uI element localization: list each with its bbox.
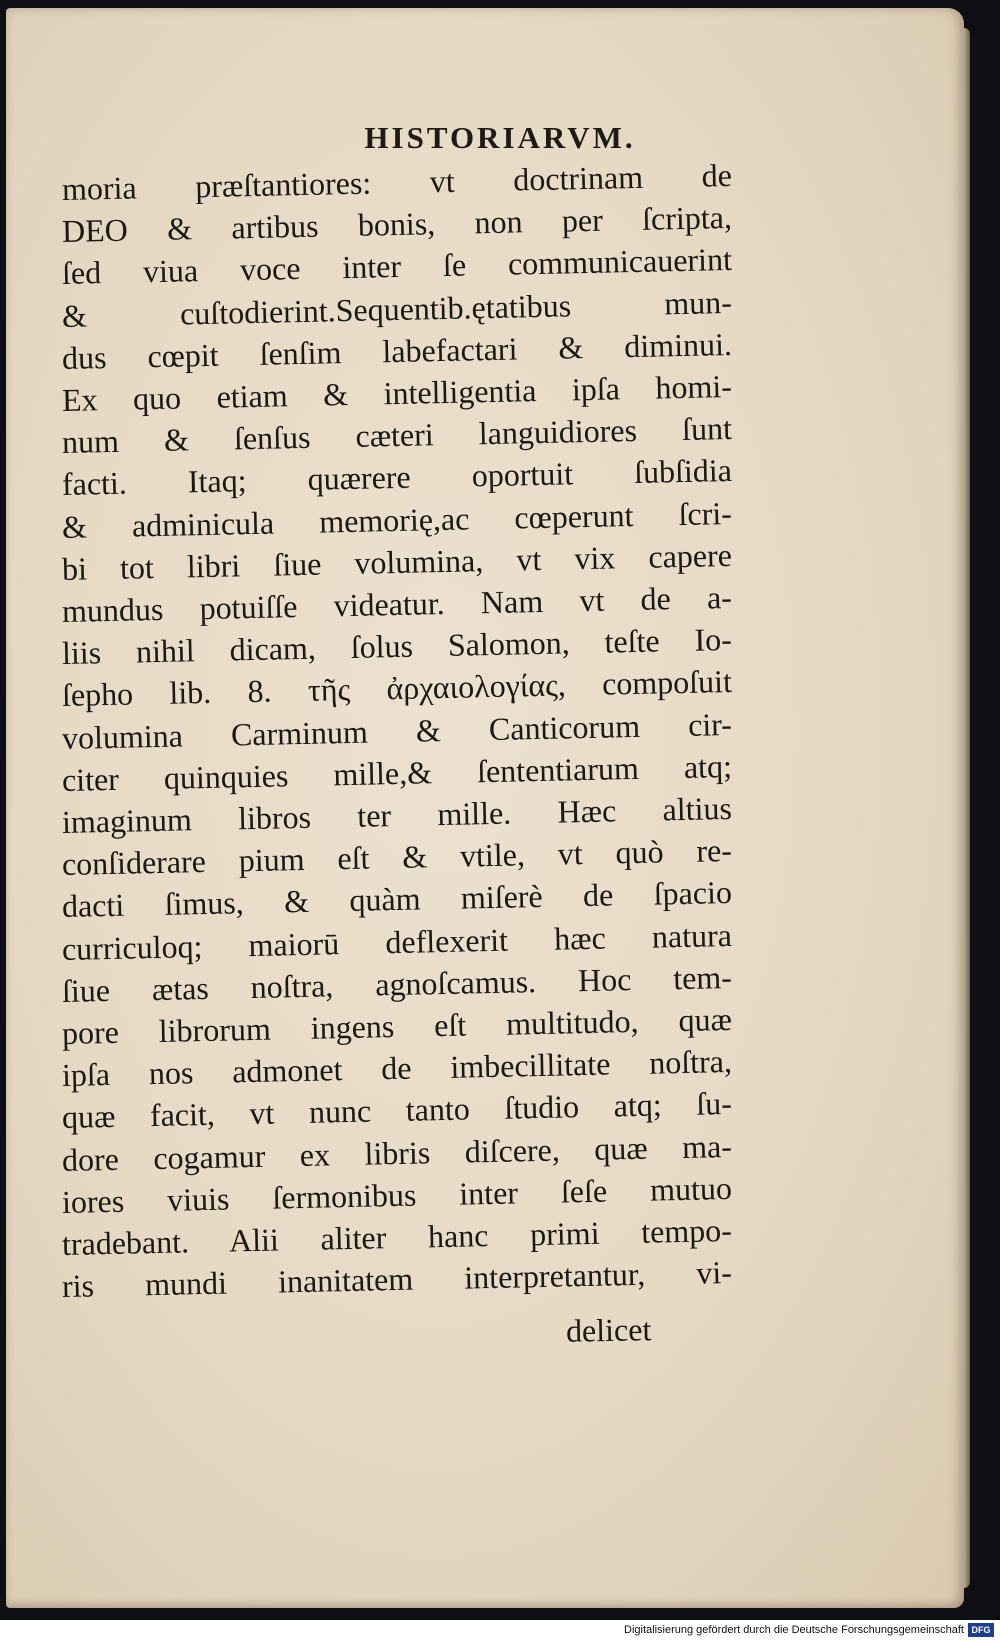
dfg-logo: DFG	[968, 1623, 994, 1637]
text-line: moria præſtantiores: vt doctrinam de	[61, 156, 733, 207]
text-line: ſiue ætas noſtra, agnoſcamus. Hoc tem-	[61, 958, 733, 1009]
text-line: conſiderare pium eſt & vtile, vt quò re-	[61, 832, 733, 883]
footer-credit: Digitalisierung gefördert durch die Deutsche Forschungsgemeinschaft	[624, 1624, 964, 1636]
text-line: & cuſtodierint.Sequentib.ętatibus mun-	[61, 283, 733, 334]
text-line: tradebant. Alii aliter hanc primi tempo-	[61, 1212, 733, 1263]
text-line: ipſa nos admonet de imbecillitate noſtra,	[61, 1043, 733, 1094]
text-line: dus cœpit ſenſim labefactari & diminui.	[61, 325, 733, 376]
text-line: ſepho lib. 8. τῆς ἀρχαιολογίας, compoſuit	[61, 663, 733, 714]
text-line: facti. Itaq; quærere oportuit ſubſidia	[61, 452, 733, 503]
text-line: num & ſenſus cæteri languidiores ſunt	[61, 410, 733, 461]
text-line: iores viuis ſermonibus inter ſeſe mutuo	[61, 1169, 733, 1220]
text-line: ſed viua voce inter ſe communicauerint	[61, 241, 733, 292]
text-line: mundus potuiſſe videatur. Nam vt de a-	[61, 579, 733, 630]
text-line: citer quinquies mille,& ſententiarum atq;	[61, 747, 733, 798]
text-line: quæ facit, vt nunc tanto ſtudio atq; ſu-	[61, 1085, 733, 1136]
text-line: volumina Carminum & Canticorum cir-	[61, 705, 733, 756]
text-line: & adminicula memorię,ac cœperunt ſcri-	[61, 494, 733, 545]
page-edge	[964, 28, 970, 1588]
text-line: Ex quo etiam & intelligentia ipſa homi-	[61, 367, 733, 419]
text-line: ris mundi inanitatem interpretantur, vi-	[61, 1254, 733, 1305]
body-text	[61, 156, 733, 1307]
running-head: HISTORIARVM.	[364, 120, 636, 155]
text-line: bi tot libri ſiue volumina, vt vix capere	[61, 536, 733, 587]
catchword: delicet	[565, 1311, 652, 1349]
book-page	[6, 8, 964, 1608]
text-line: dacti ſimus, & quàm miſerè de ſpacio	[61, 874, 733, 925]
text-line: pore librorum ingens eſt multitudo, quæ	[61, 1001, 733, 1052]
text-line: dore cogamur ex libris diſcere, quæ ma-	[61, 1127, 733, 1178]
text-line: curriculoq; maiorū deflexerit hæc natura	[61, 916, 733, 967]
text-line: liis nihil dicam, ſolus Salomon, teſte Io-	[61, 621, 733, 672]
text-line: imaginum libros ter mille. Hæc altius	[61, 790, 733, 841]
text-line: DEO & artibus bonis, non per ſcripta,	[61, 199, 733, 250]
